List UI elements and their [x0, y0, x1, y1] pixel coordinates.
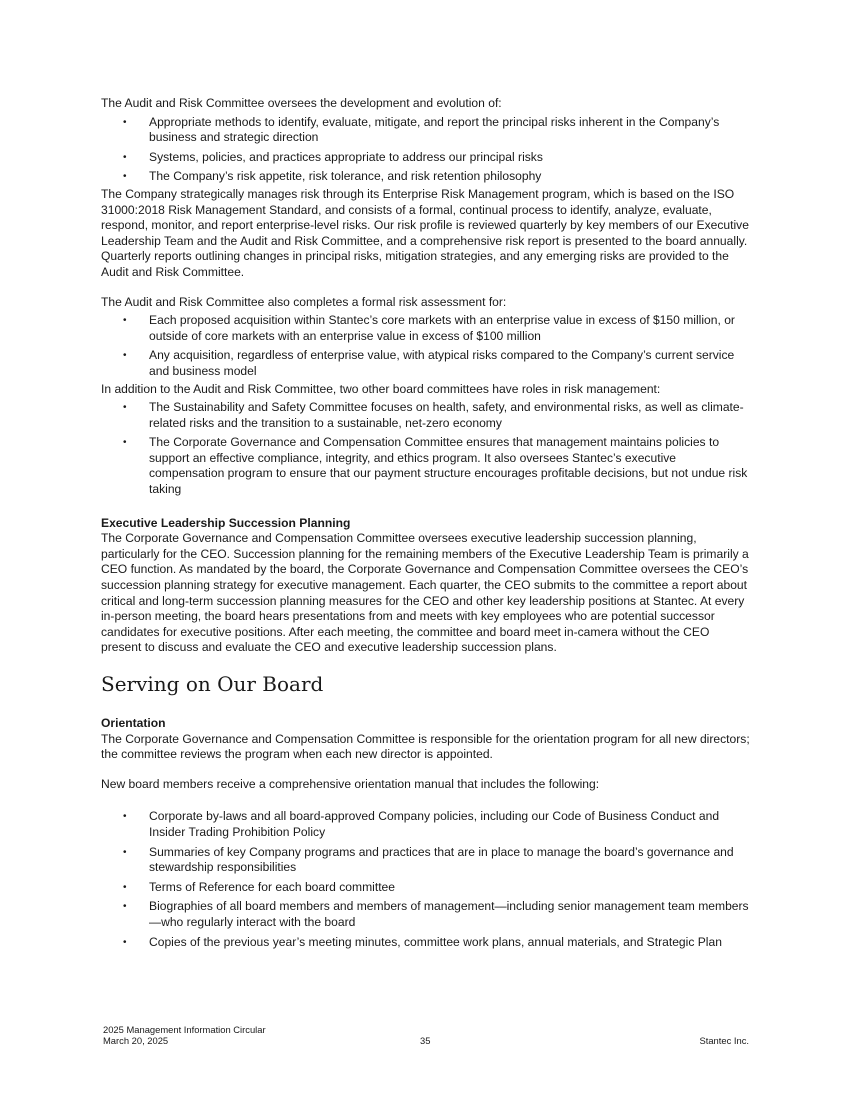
list-item: • Any acquisition, regardless of enterprise value, with atypical risks compared to the Company’s current service and business model	[123, 348, 735, 378]
bullet-icon: •	[123, 936, 127, 948]
section-title: Serving on Our Board	[101, 672, 324, 696]
list-item: • Biographies of all board members and members of management—including senior management team members—who regularly interact with the board	[123, 899, 749, 929]
page-number: 35	[420, 1035, 431, 1046]
bullet-icon: •	[123, 437, 127, 449]
list-item: • Systems, policies, and practices appropriate to address our principal risks	[123, 149, 543, 164]
footer-document-title: 2025 Management Information Circular	[103, 1024, 266, 1035]
other-committees-list	[101, 400, 753, 498]
other-committees-intro: In addition to the Audit and Risk Committee, two other board committees have roles in risk management:	[101, 381, 661, 396]
oversight-list	[101, 115, 753, 185]
succession-paragraph: The Corporate Governance and Compensation Committee oversees executive leadership succession planning, particularly for the CEO. Succession planning for the remaining members of the Executive Leadership Team is primarily a CEO function. As mandated by the board, the Corporate Governance and Compensation Committee oversees the CEO’s succession planning strategy for executive management. Each quarter, the CEO submits to the committee a report about critical and long-term succession planning measures for the CEO and other key leadership positions at Stantec. At every in-person meeting, the board hears presentations from and meets with key employees who are potential successor candidates for executive positions. After each meeting, the committee and board meet in-camera without the CEO present to discuss and evaluate the CEO and executive leadership succession plans.	[101, 531, 749, 655]
list-item: • Each proposed acquisition within Stantec’s core markets with an enterprise value in excess of $150 million, or outside of core markets with an enterprise value in excess of $100 million	[123, 313, 735, 343]
list-item: • The Sustainability and Safety Committee focuses on health, safety, and environmental risks, as well as climate-related risks and the transition to a sustainable, net-zero economy	[123, 400, 744, 430]
erm-paragraph: The Company strategically manages risk through its Enterprise Risk Management program, which is based on the ISO 31000:2018 Risk Management Standard, and consists of a formal, continual process to identify, analyze, evaluate, respond, monitor, and report enterprise-level risks. Our risk profile is reviewed quarterly by key members of our Executive Leadership Team and the Audit and Risk Committee, and a comprehensive risk report is presented to the board annually. Quarterly reports outlining changes in principal risks, mitigation strategies, and any emerging risks are provided to the Audit and Risk Committee.	[101, 186, 749, 279]
bullet-icon: •	[123, 901, 127, 913]
assessment-list	[101, 313, 753, 379]
page-content	[101, 96, 753, 954]
assessment-intro: The Audit and Risk Committee also completes a formal risk assessment for:	[101, 294, 507, 309]
bullet-icon: •	[123, 116, 127, 128]
bullet-icon: •	[123, 846, 127, 858]
bullet-icon: •	[123, 811, 127, 823]
bullet-icon: •	[123, 315, 127, 327]
manual-intro: New board members receive a comprehensive orientation manual that includes the following:	[101, 776, 600, 791]
bullet-icon: •	[123, 881, 127, 893]
orientation-paragraph: The Corporate Governance and Compensation Committee is responsible for the orientation program for all new directors; the committee reviews the program when each new director is appointed.	[101, 731, 750, 762]
list-item: • Appropriate methods to identify, evaluate, mitigate, and report the principal risks inherent in the Company’s business and strategic direction	[123, 114, 720, 145]
audit-risk-intro: The Audit and Risk Committee oversees the development and evolution of:	[101, 96, 502, 110]
list-item: • Summaries of key Company programs and practices that are in place to manage the board’s governance and stewardship responsibilities	[123, 844, 734, 875]
footer-date: March 20, 2025	[103, 1035, 169, 1046]
bullet-icon: •	[123, 350, 127, 362]
list-item: • Copies of the previous year’s meeting minutes, committee work plans, annual materials, and Strategic Plan	[123, 934, 722, 949]
bullet-icon: •	[123, 171, 127, 183]
list-item: • Corporate by-laws and all board-approved Company policies, including our Code of Business Conduct and Insider Trading Prohibition Policy	[123, 809, 720, 839]
bullet-icon: •	[123, 151, 127, 163]
manual-list	[101, 809, 753, 950]
bullet-icon: •	[123, 402, 127, 414]
list-item: • The Company’s risk appetite, risk tolerance, and risk retention philosophy	[123, 169, 542, 184]
orientation-heading: Orientation	[101, 716, 166, 730]
list-item: • Terms of Reference for each board committee	[123, 879, 396, 894]
succession-heading: Executive Leadership Succession Planning	[101, 515, 351, 530]
list-item: • The Corporate Governance and Compensation Committee ensures that management maintains policies to support an effective compliance, integrity, and ethics program. It also oversees Stantec’s executive compensation program to ensure that our payment structure encourages profitable decisions, but not undue risk taking	[123, 435, 748, 497]
footer-company: Stantec Inc.	[699, 1035, 749, 1046]
